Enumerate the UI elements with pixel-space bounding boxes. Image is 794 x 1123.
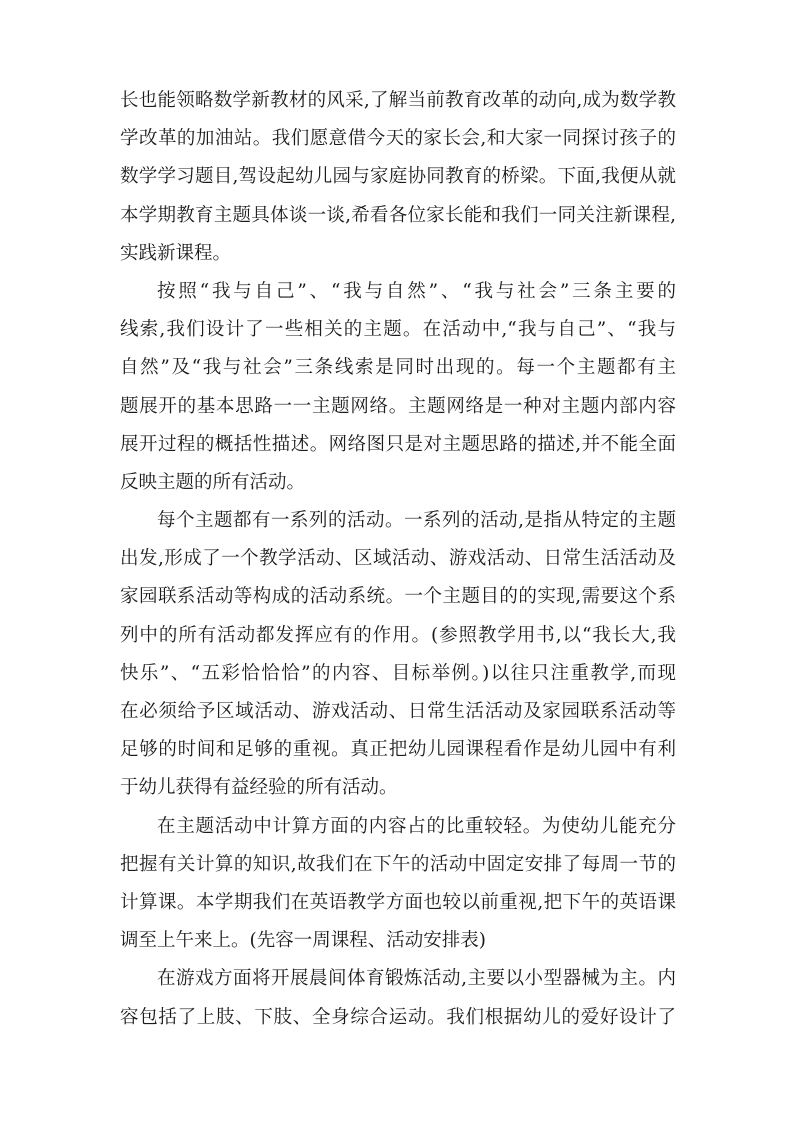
text-line: 题展开的基本思路一一主题网络。主题网络是一种对主题内部内容 <box>120 395 676 417</box>
paragraph-first-line: 在主题活动中计算方面的内容占的比重较轻。为使幼儿能充分 <box>157 815 676 837</box>
text-line: 足够的时间和足够的重视。真正把幼儿园课程看作是幼儿园中有利 <box>120 739 676 761</box>
text-line: 列中的所有活动都发挥应有的作用。(参照教学用书,以“我长大,我 <box>120 624 676 646</box>
text-line: 自然”及“我与社会”三条线索是同时出现的。每一个主题都有主 <box>120 357 676 379</box>
text-line: 快乐”、“五彩恰恰恰”的内容、目标举例。)以往只注重教学,而现 <box>120 662 676 684</box>
text-line: 容包括了上肢、下肢、全身综合运动。我们根据幼儿的爱好设计了 <box>120 1006 676 1028</box>
text-line: 出发,形成了一个教学活动、区域活动、游戏活动、日常生活活动及 <box>120 548 676 570</box>
text-line: 计算课。本学期我们在英语教学方面也较以前重视,把下午的英语课 <box>120 891 676 913</box>
text-line: 学改革的加油站。我们愿意借今天的家长会,和大家一同探讨孩子的 <box>120 128 676 150</box>
text-line: 数学学习题目,驾设起幼儿园与家庭协同教育的桥梁。下面,我便从就 <box>120 166 676 188</box>
text-line: 本学期教育主题具体谈一谈,希看各位家长能和我们一同关注新课程, <box>120 204 676 226</box>
text-line: 于幼儿获得有益经验的所有活动。 <box>120 777 398 799</box>
text-line: 长也能领略数学新教材的风采,了解当前教育改革的动向,成为数学教 <box>120 90 676 111</box>
text-line: 展开过程的概括性描述。网络图只是对主题思路的描述,并不能全面 <box>120 433 676 455</box>
text-line: 家园联系活动等构成的活动系统。一个主题目的的实现,需要这个系 <box>120 586 676 608</box>
text-line: 在必须给予区域活动、游戏活动、日常生活活动及家园联系活动等 <box>120 701 676 722</box>
body-text <box>120 82 676 1037</box>
paragraph-first-line: 每个主题都有一系列的活动。一系列的活动,是指从特定的主题 <box>157 510 676 532</box>
text-line: 反映主题的所有活动。 <box>120 471 306 493</box>
text-line: 调至上午来上。(先容一周课程、活动安排表) <box>120 930 486 952</box>
paragraph-first-line: 在游戏方面将开展晨间体育锻炼活动,主要以小型器械为主。内 <box>157 968 676 990</box>
paragraph-first-line: 按照“我与自己”、“我与自然”、“我与社会”三条主要的 <box>157 280 676 302</box>
text-line: 把握有关计算的知识,故我们在下午的活动中固定安排了每周一节的 <box>120 853 676 875</box>
text-line: 实践新课程。 <box>120 242 232 264</box>
text-line: 线索,我们设计了一些相关的主题。在活动中,“我与自己”、“我与 <box>120 319 676 341</box>
